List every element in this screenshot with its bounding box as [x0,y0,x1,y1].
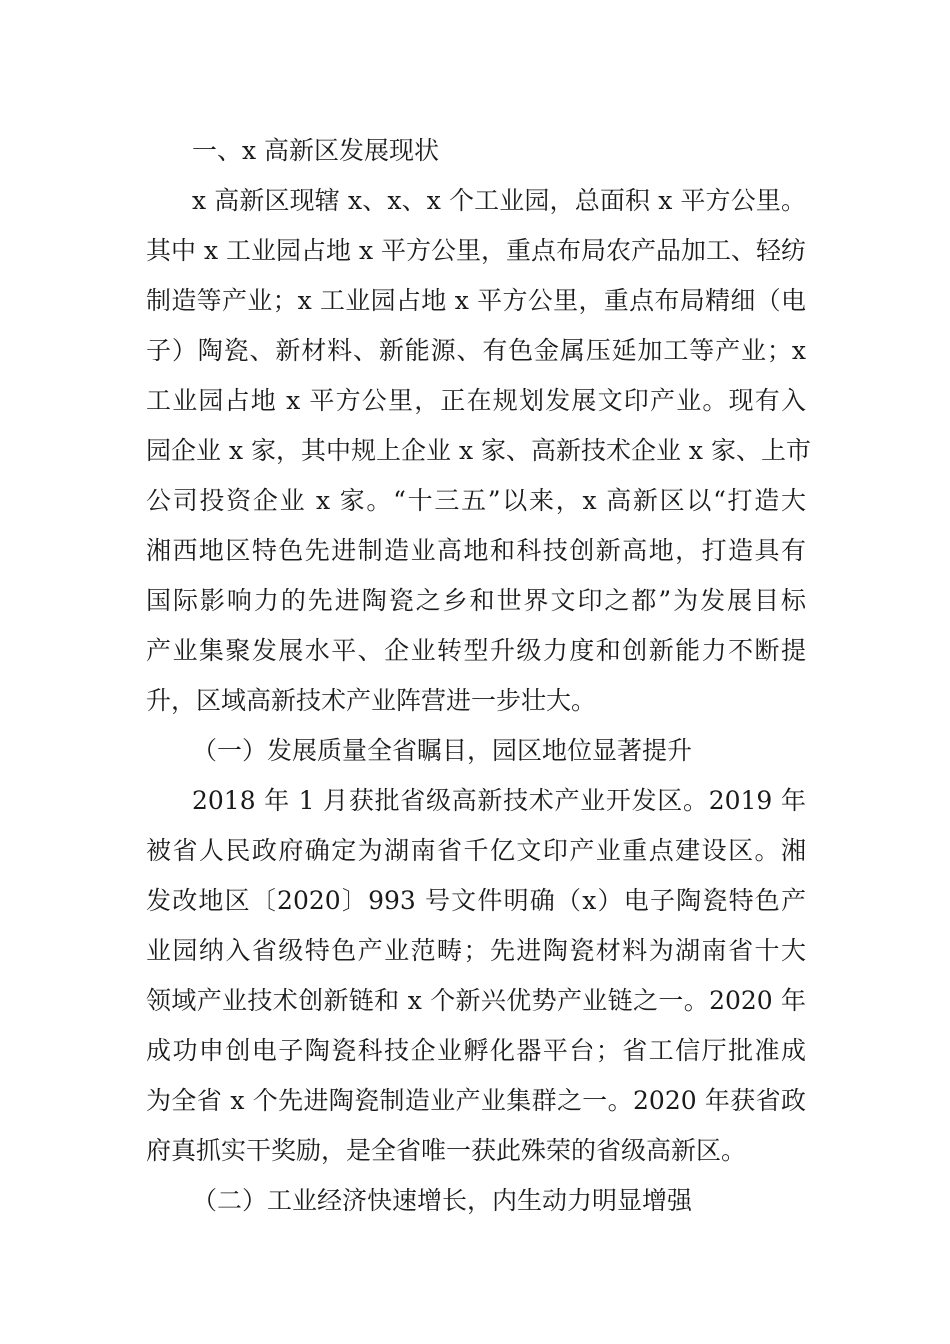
paragraph-line: x 高新区现辖 x、x、x 个工业园，总面积 x 平方公里。 [192,186,806,215]
subsection-heading: （二）工业经济快速增长，内生动力明显增强 [192,1186,693,1215]
paragraph-line: 被省人民政府确定为湖南省千亿文印产业重点建设区。湘 [146,836,806,865]
paragraph-line: 产业集聚发展水平、企业转型升级力度和创新能力不断提 [146,636,806,665]
paragraph-line: 2018 年 1 月获批省级高新技术产业开发区。2019 年 [192,786,806,815]
paragraph-line: 制造等产业；x 工业园占地 x 平方公里，重点布局精细（电 [146,286,806,315]
paragraph-line: 领域产业技术创新链和 x 个新兴优势产业链之一。2020 年 [146,986,806,1015]
paragraph-line: 子）陶瓷、新材料、新能源、有色金属压延加工等产业；x [146,336,806,365]
paragraph-line: 公司投资企业 x 家。“十三五”以来，x 高新区以“打造大 [146,486,806,515]
paragraph-line: 湘西地区特色先进制造业高地和科技创新高地，打造具有 [146,536,806,565]
paragraph-line: 工业园占地 x 平方公里，正在规划发展文印产业。现有入 [146,386,806,415]
paragraph-line: 升，区域高新技术产业阵营进一步壮大。 [146,686,597,715]
section-heading: 一、x 高新区发展现状 [192,136,440,165]
paragraph-line: 其中 x 工业园占地 x 平方公里，重点布局农产品加工、轻纺 [146,236,806,265]
paragraph-line: 国际影响力的先进陶瓷之乡和世界文印之都”为发展目标 [146,586,806,615]
subsection-heading: （一）发展质量全省瞩目，园区地位显著提升 [192,736,693,765]
paragraph-line: 园企业 x 家，其中规上企业 x 家、高新技术企业 x 家、上市 [146,436,811,465]
paragraph-line: 为全省 x 个先进陶瓷制造业产业集群之一。2020 年获省政 [146,1086,806,1115]
paragraph-line: 业园纳入省级特色产业范畴；先进陶瓷材料为湖南省十大 [146,936,806,965]
paragraph-line: 发改地区〔2020〕993 号文件明确（x）电子陶瓷特色产 [146,886,806,915]
paragraph-line: 成功申创电子陶瓷科技企业孵化器平台；省工信厅批准成 [146,1036,806,1065]
paragraph-line: 府真抓实干奖励，是全省唯一获此殊荣的省级高新区。 [146,1136,747,1165]
